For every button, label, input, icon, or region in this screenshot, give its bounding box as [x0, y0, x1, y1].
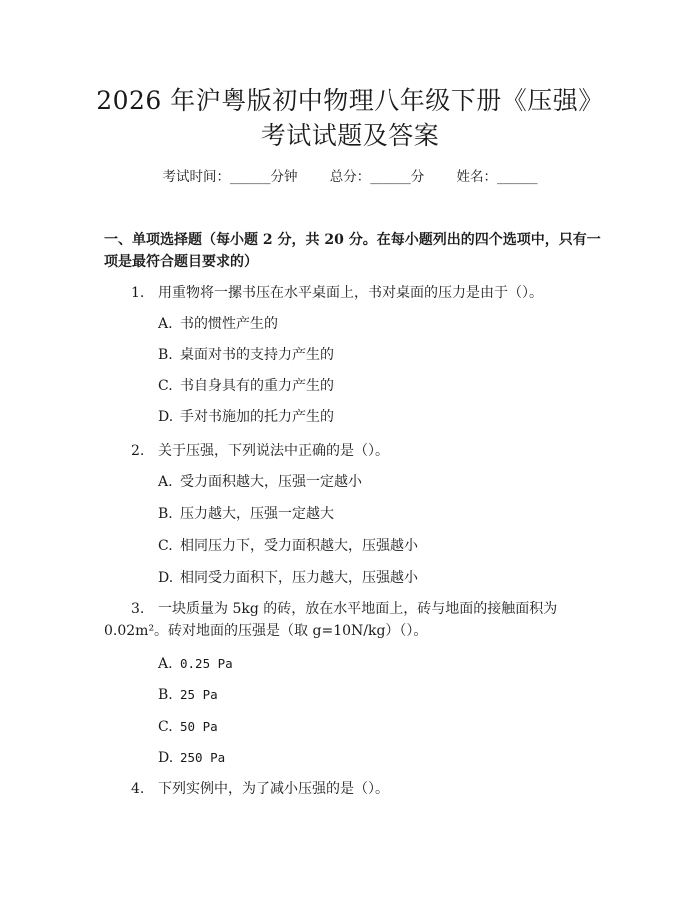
option-text: 25 Pa [180, 687, 218, 702]
option-1b [158, 344, 598, 366]
option-2c [158, 535, 598, 557]
question-text-line1: 一块质量为 5kg 的砖，放在水平地面上，砖与地面的接触面积为 [158, 601, 558, 617]
option-label: C. [158, 719, 173, 735]
option-label: A. [158, 316, 173, 332]
option-3c [158, 716, 598, 738]
question-text-line2: 0.02m²。砖对地面的压强是（取 g=10N/kg）（）。 [104, 623, 428, 639]
student-name-field: 姓名：______ [456, 169, 538, 185]
document-title-line1: 2026 年沪粤版初中物理八年级下册《压强》 [96, 86, 604, 115]
option-3a [158, 653, 598, 675]
option-2d [158, 567, 598, 589]
question-text: 用重物将一摞书压在水平桌面上，书对桌面的压力是由于（）。 [158, 285, 543, 301]
option-2a [158, 471, 598, 493]
option-1d [158, 406, 598, 428]
question-text: 关于压强，下列说法中正确的是（）。 [158, 443, 389, 459]
option-text: 受力面积越大，压强一定越小 [180, 474, 362, 490]
section-heading: 一、单项选择题（每小题 2 分，共 20 分。在每小题列出的四个选项中，只有一项是最符合题目要求的） [104, 232, 601, 270]
option-1c [158, 375, 598, 397]
option-label: B. [158, 506, 173, 522]
option-text: 50 Pa [180, 719, 218, 734]
exam-info [0, 167, 700, 187]
option-label: C. [158, 538, 173, 554]
option-text: 相同受力面积下，压力越大，压强越小 [180, 570, 418, 586]
question-2 [131, 440, 601, 462]
option-text: 书的惯性产生的 [180, 316, 278, 332]
option-label: B. [158, 687, 173, 703]
option-3d [158, 747, 598, 769]
option-3b [158, 684, 598, 706]
question-number: 4. [131, 781, 145, 797]
question-number: 2. [131, 443, 145, 459]
option-label: A. [158, 656, 173, 672]
question-text: 下列实例中，为了减小压强的是（）。 [158, 781, 389, 797]
exam-time-field: 考试时间：______分钟 [162, 169, 298, 185]
option-label: A. [158, 474, 173, 490]
option-text: 250 Pa [180, 750, 226, 765]
option-1a [158, 313, 598, 335]
option-label: D. [158, 750, 174, 766]
question-1 [131, 282, 601, 304]
question-number: 1. [131, 285, 145, 301]
option-text: 压力越大，压强一定越大 [180, 506, 334, 522]
option-2b [158, 503, 598, 525]
document-title-line2: 考试试题及答案 [260, 121, 440, 150]
question-4 [131, 778, 601, 800]
option-text: 书自身具有的重力产生的 [180, 378, 334, 394]
option-label: D. [158, 409, 174, 425]
option-label: B. [158, 347, 173, 363]
question-number: 3. [131, 601, 145, 617]
option-label: C. [158, 378, 173, 394]
option-text: 0.25 Pa [180, 656, 233, 671]
question-3 [104, 598, 604, 642]
option-text: 手对书施加的托力产生的 [180, 409, 334, 425]
total-score-field: 总分：______分 [329, 169, 425, 185]
option-text: 桌面对书的支持力产生的 [180, 347, 334, 363]
option-text: 相同压力下，受力面积越大，压强越小 [180, 538, 418, 554]
option-label: D. [158, 570, 174, 586]
